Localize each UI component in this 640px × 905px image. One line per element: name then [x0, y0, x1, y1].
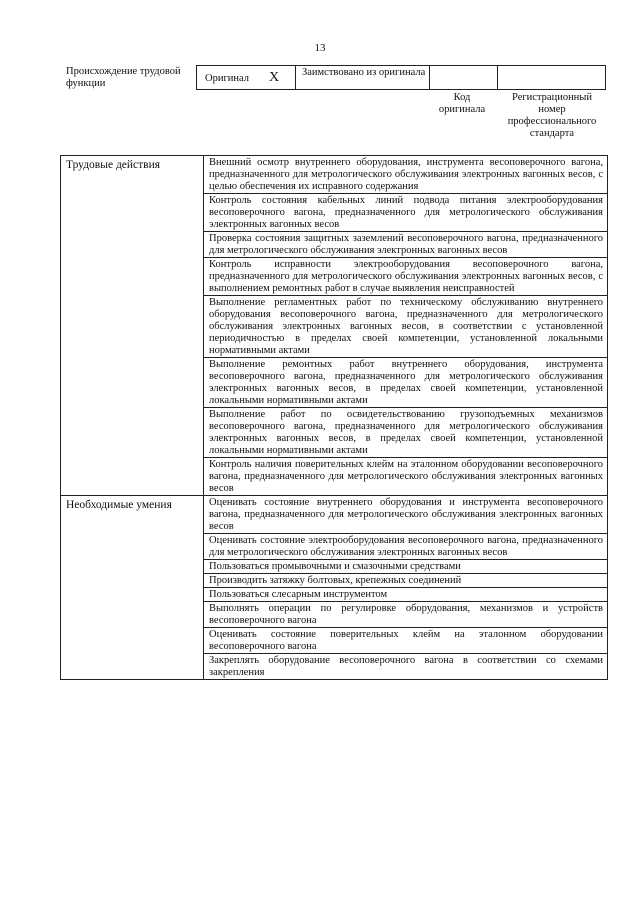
- action-item: Контроль наличия поверительных клейм на эталонном оборудовании весоповерочного вагона, предназначенного для метрологического обслуживания электронных вагонных весов: [204, 458, 608, 496]
- labor-function-table: [60, 155, 608, 680]
- section-heading-skills: Необходимые умения: [61, 496, 204, 680]
- code-cell: [429, 66, 497, 89]
- skill-item: Пользоваться слесарным инструментом: [204, 588, 608, 602]
- action-item: Контроль исправности электрооборудования весоповерочного вагона, предназначенного для метрологического обслуживания электронных вагонных весов, с выполнением ремонтных работ в случае выявления неисправностей: [204, 258, 608, 296]
- action-item: Выполнение работ по освидетельствованию грузоподъемных механизмов весоповерочного вагона, предназначенного для метрологического обслуживания электронных вагонных весов, в пределах своей компетенции, установленной локальными нормативными актами: [204, 408, 608, 458]
- origin-box: [196, 65, 606, 90]
- skill-item: Оценивать состояние поверительных клейм на эталонном оборудовании весоповерочного вагона: [204, 628, 608, 654]
- table-row: [61, 496, 608, 534]
- reg-number-cell: [497, 66, 607, 89]
- code-label: Код оригинала: [438, 92, 486, 115]
- original-mark: X: [269, 70, 280, 85]
- skill-item: Пользоваться промывочными и смазочными средствами: [204, 560, 608, 574]
- skill-item: Оценивать состояние внутреннего оборудования и инструмента весоповерочного вагона, предназначенного для метрологического обслуживания электронных вагонных весов: [204, 496, 608, 534]
- table-row: [61, 156, 608, 194]
- skill-item: Производить затяжку болтовых, крепежных соединений: [204, 574, 608, 588]
- skill-item: Оценивать состояние электрооборудования весоповерочного вагона, предназначенного для метрологического обслуживания электронных вагонных весов: [204, 534, 608, 560]
- action-item: Выполнение ремонтных работ внутреннего оборудования, инструмента весоповерочного вагона, предназначенного для метрологического обслуживания электронных вагонных весов, в пределах своей компетенции, установленной локальными нормативными актами: [204, 358, 608, 408]
- action-item: Выполнение регламентных работ по техническому обслуживанию внутреннего оборудования весоповерочного вагона, предназначенного для метрологического обслуживания электронных вагонных весов, в соответствии с установленной периодичностью в пределах своей компетенции, установленной локальными нормативными актами: [204, 296, 608, 358]
- page-number: 13: [314, 42, 326, 54]
- original-label: Оригинал: [205, 73, 249, 84]
- skill-item: Закреплять оборудование весоповерочного вагона в соответствии со схемами закрепления: [204, 654, 608, 680]
- action-item: Внешний осмотр внутреннего оборудования, инструмента весоповерочного вагона, предназначенного для метрологического обслуживания электронных вагонных весов, с целью обеспечения их исправного содержания: [204, 156, 608, 194]
- action-item: Проверка состояния защитных заземлений весоповерочного вагона, предназначенного для метрологического обслуживания электронных вагонных весов: [204, 232, 608, 258]
- reg-number-label: Регистрационный номер профессионального стандарта: [507, 92, 597, 139]
- skill-item: Выполнять операции по регулировке оборудования, механизмов и устройств весоповерочного вагона: [204, 602, 608, 628]
- origin-label: Происхождение трудовой функции: [66, 66, 181, 89]
- action-item: Контроль состояния кабельных линий подвода питания электрооборудования весоповерочного вагона, предназначенного для метрологического обслуживания электронных вагонных весов: [204, 194, 608, 232]
- section-heading-actions: Трудовые действия: [61, 156, 204, 496]
- borrowed-cell: [295, 66, 429, 89]
- original-cell: [197, 66, 295, 89]
- borrowed-label: Заимствовано из оригинала: [302, 67, 426, 78]
